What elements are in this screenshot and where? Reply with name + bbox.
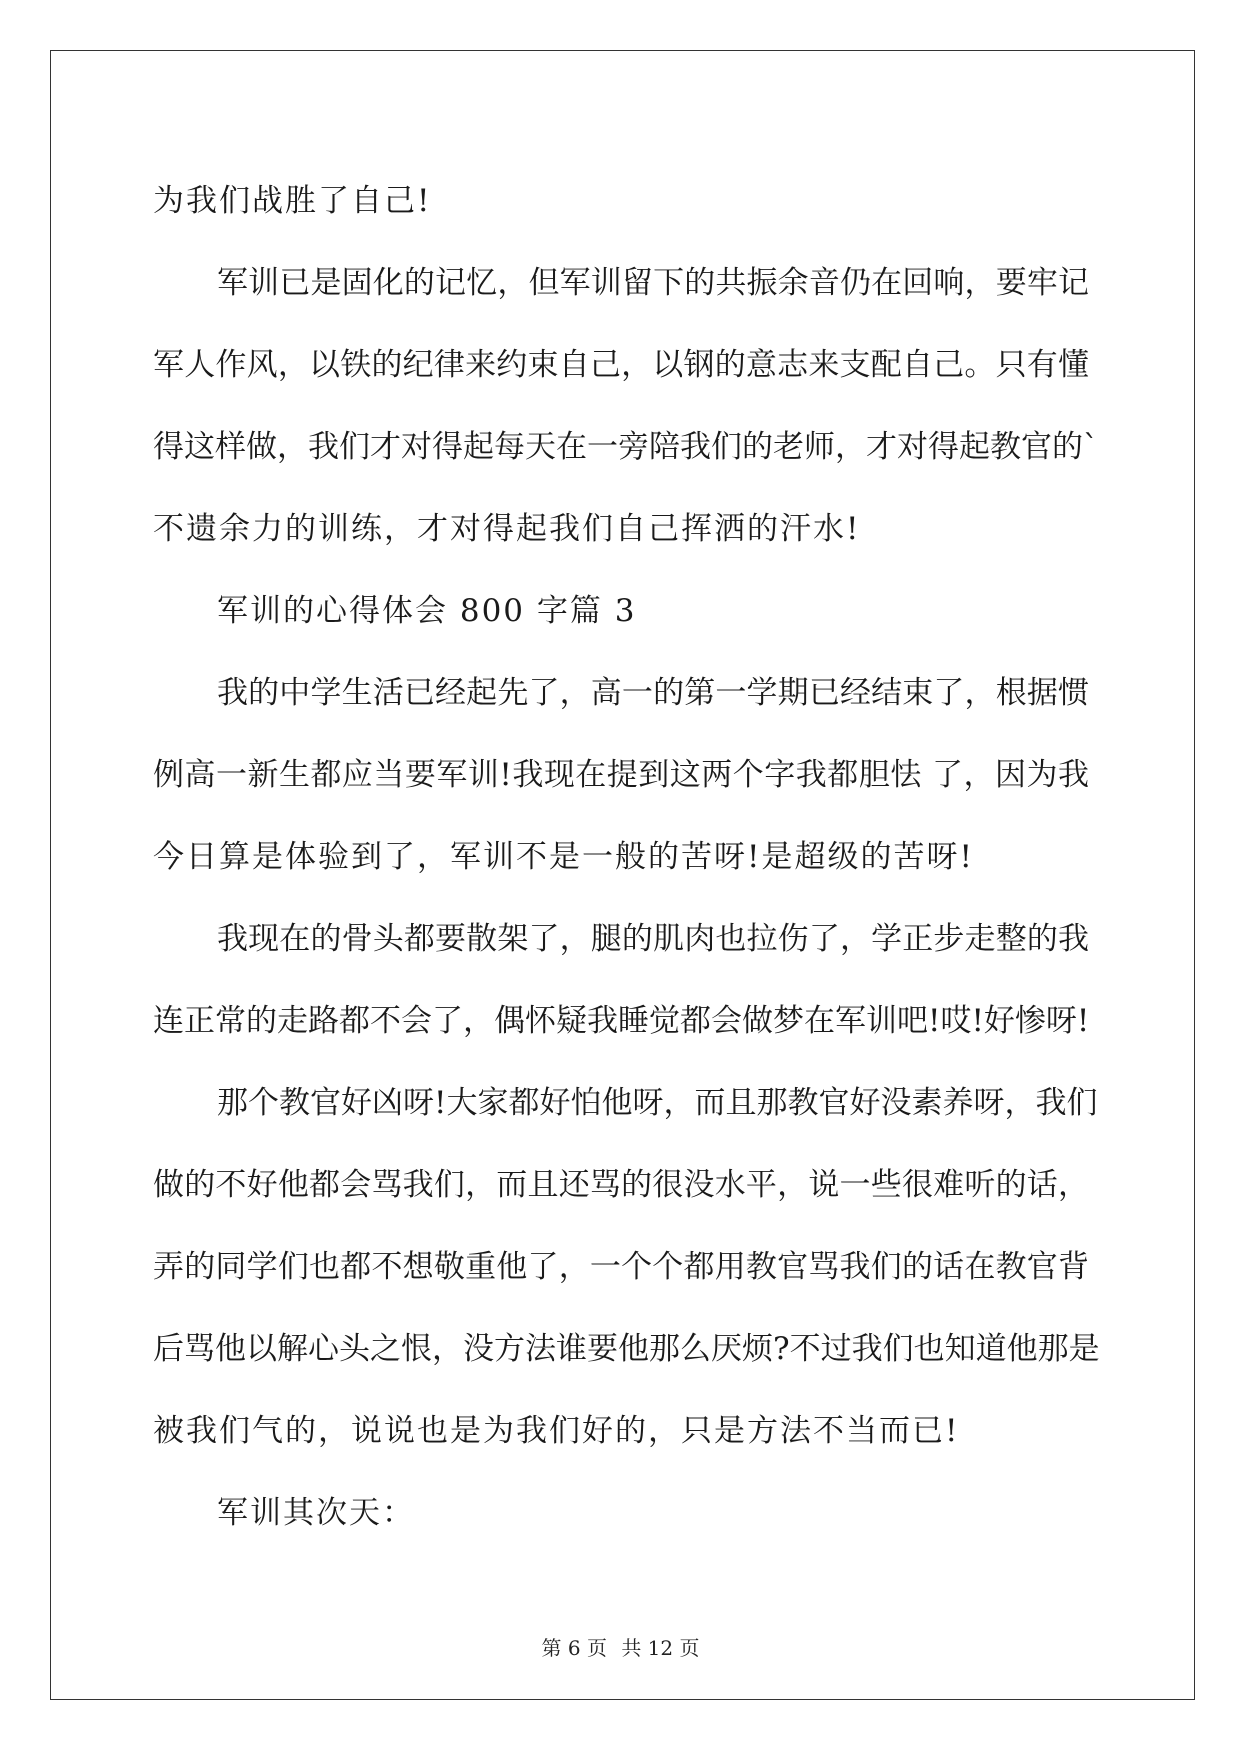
page-total: 共 12 页: [621, 1636, 700, 1660]
text-line-12: 那个教官好凶呀!大家都好怕他呀，而且那教官好没素养呀，我们: [217, 1085, 1098, 1121]
text-line-2: 军训已是固化的记忆，但军训留下的共振余音仍在回响，要牢记: [217, 265, 1089, 301]
text-line-14: 弄的同学们也都不想敬重他了，一个个都用教官骂我们的话在教官背: [153, 1249, 1089, 1285]
text-line-16: 被我们气的，说说也是为我们好的，只是方法不当而已!: [153, 1413, 960, 1449]
text-line-15: 后骂他以解心头之恨，没方法谁要他那么厌烦?不过我们也知道他那是: [153, 1331, 1100, 1367]
document-body: [153, 160, 1100, 1554]
text-line-7: 我的中学生活已经起先了，高一的第一学期已经结束了，根据惯: [217, 675, 1089, 711]
text-line-5: 不遗余力的训练，才对得起我们自己挥洒的汗水!: [153, 511, 861, 547]
text-line-4: 得这样做，我们才对得起每天在一旁陪我们的老师，才对得起教官的`: [153, 429, 1099, 465]
page-footer: [0, 1632, 1241, 1661]
section-heading: 军训的心得体会 800 字篇 3: [217, 593, 637, 629]
text-line-11: 连正常的走路都不会了，偶怀疑我睡觉都会做梦在军训吧!哎!好惨呀!: [153, 1003, 1090, 1039]
page-number: 第 6 页: [541, 1636, 607, 1660]
text-line-1: 为我们战胜了自己!: [153, 183, 432, 219]
text-line-3: 军人作风，以铁的纪律来约束自己，以钢的意志来支配自己。只有懂: [153, 347, 1089, 383]
text-line-17: 军训其次天：: [217, 1495, 415, 1531]
text-line-9: 今日算是体验到了，军训不是一般的苦呀!是超级的苦呀!: [153, 839, 974, 875]
text-line-10: 我现在的骨头都要散架了，腿的肌肉也拉伤了，学正步走整的我: [217, 921, 1089, 957]
text-line-8: 例高一新生都应当要军训!我现在提到这两个字我都胆怯 了，因为我: [153, 757, 1089, 793]
text-line-13: 做的不好他都会骂我们，而且还骂的很没水平，说一些很难听的话，: [153, 1167, 1089, 1203]
